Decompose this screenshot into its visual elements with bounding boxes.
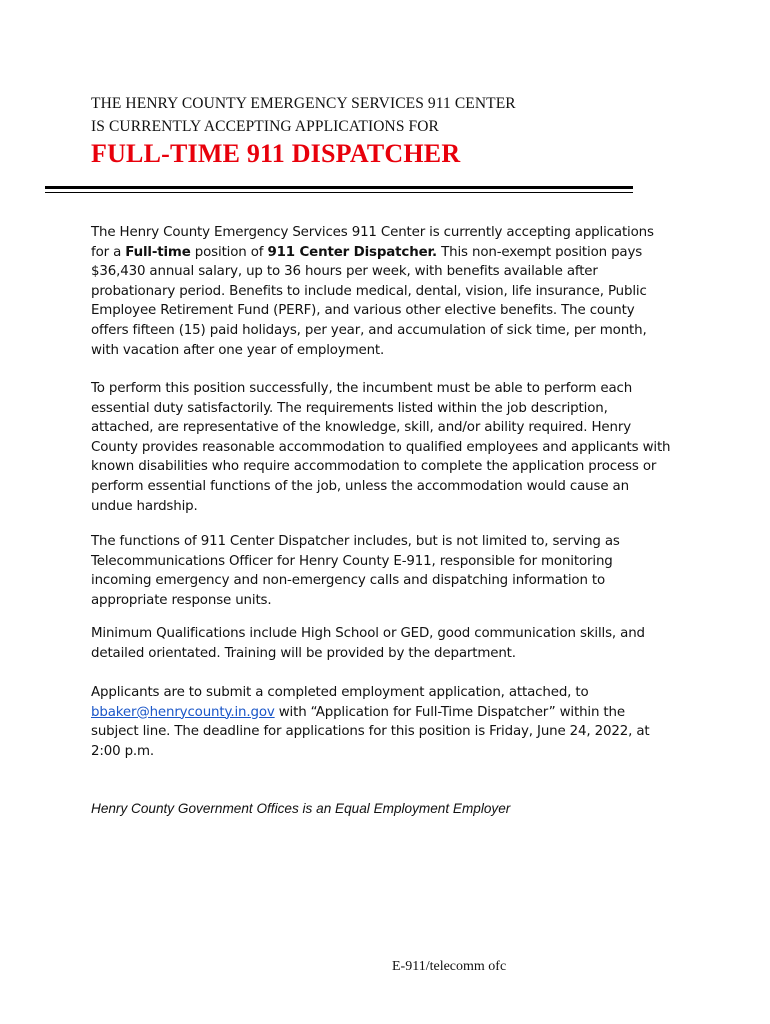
text-line: with vacation after one year of employment. xyxy=(91,342,385,358)
emphasis-full-time: Full-time xyxy=(125,244,191,260)
text-line: $36,430 annual salary, up to 36 hours per week, with benefits available after xyxy=(91,264,598,280)
text-line: Telecommunications Officer for Henry County E-911, responsible for monitoring xyxy=(91,553,613,569)
job-title-headline: FULL-TIME 911 DISPATCHER xyxy=(91,139,461,168)
text-line: To perform this position successfully, the incumbent must be able to perform each xyxy=(91,381,633,396)
text-line: Minimum Qualifications include High School or GED, good communication skills, and xyxy=(91,626,645,641)
text-line: essential duty satisfactorily. The requirements listed within the job description, xyxy=(91,400,608,416)
paragraph-functions xyxy=(91,532,691,610)
text-line: County provides reasonable accommodation to qualified employees and applicants with xyxy=(91,439,671,455)
text-run: with “Application for Full-Time Dispatcher” within the xyxy=(274,704,625,720)
divider-thin xyxy=(45,192,633,193)
text-line: attached, are representative of the knowledge, skill, and/or ability required. Henry xyxy=(91,420,631,436)
text-line: Applicants are to submit a completed employment application, attached, to xyxy=(91,685,589,700)
text-run: for a xyxy=(91,244,126,260)
text-line: 2:00 p.m. xyxy=(91,743,155,759)
text-line xyxy=(91,703,691,723)
header-line-1: THE HENRY COUNTY EMERGENCY SERVICES 911 CENTER xyxy=(91,95,516,112)
paragraph-position-overview xyxy=(91,223,691,360)
text-line: incoming emergency and non-emergency calls and dispatching information to xyxy=(91,573,606,589)
footer-code: E-911/telecomm ofc xyxy=(392,959,507,974)
paragraph-how-to-apply xyxy=(91,683,691,761)
text-run: This non-exempt position pays xyxy=(437,244,643,260)
paragraph-qualifications xyxy=(91,624,691,663)
text-line: The functions of 911 Center Dispatcher includes, but is not limited to, serving as xyxy=(91,534,620,549)
text-run: position of xyxy=(190,244,268,260)
equal-employment-statement: Henry County Government Offices is an Equal Employment Employer xyxy=(91,801,511,816)
text-line: probationary period. Benefits to include medical, dental, vision, life insurance, Public xyxy=(91,283,647,299)
text-line: The Henry County Emergency Services 911 Center is currently accepting applications xyxy=(91,225,654,240)
divider-thick xyxy=(45,186,633,189)
text-line: detailed orientated. Training will be provided by the department. xyxy=(91,645,516,661)
text-line: perform essential functions of the job, unless the accommodation would cause an xyxy=(91,478,629,494)
text-line: undue hardship. xyxy=(91,498,198,514)
header-line-2: IS CURRENTLY ACCEPTING APPLICATIONS FOR xyxy=(91,118,439,135)
text-line: offers fifteen (15) paid holidays, per year, and accumulation of sick time, per month, xyxy=(91,322,647,338)
text-line: appropriate response units. xyxy=(91,592,272,608)
text-line: subject line. The deadline for applications for this position is Friday, June 24, 2022, at xyxy=(91,724,650,740)
text-line: Employee Retirement Fund (PERF), and various other elective benefits. The county xyxy=(91,303,635,319)
text-line xyxy=(91,243,691,263)
email-link[interactable]: bbaker@henrycounty.in.gov xyxy=(91,704,275,720)
emphasis-job-title: 911 Center Dispatcher. xyxy=(267,244,437,260)
paragraph-accommodation xyxy=(91,379,691,516)
text-line: known disabilities who require accommodation to complete the application process or xyxy=(91,459,657,475)
